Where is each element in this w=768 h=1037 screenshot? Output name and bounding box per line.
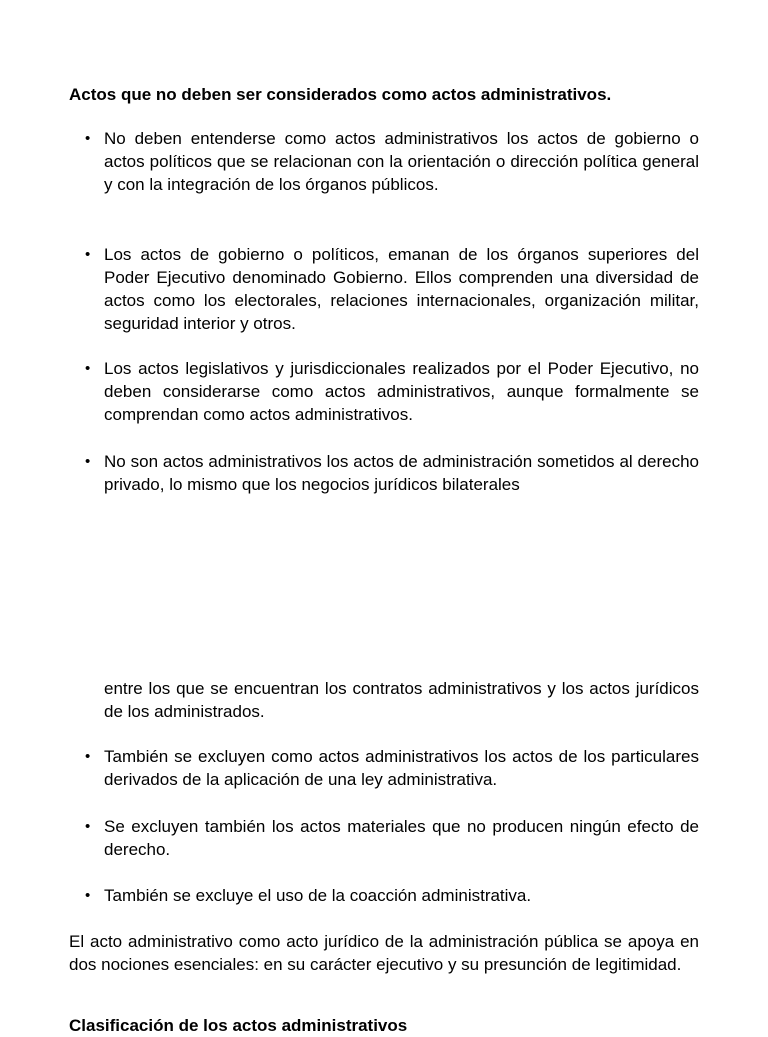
list-item-text: También se excluye el uso de la coacción administrativa. <box>104 886 532 905</box>
next-section-heading: Clasificación de los actos administrativos <box>69 1016 408 1035</box>
section-heading: Actos que no deben ser considerados como actos administrativos. <box>69 85 612 104</box>
list-item <box>85 243 699 335</box>
closing-paragraph: El acto administrativo como acto jurídico de la administración pública se apoya en dos nociones esenciales: en su carácter ejecutivo y su presunción de legitimidad. <box>69 932 699 974</box>
list-item <box>85 884 699 907</box>
list-item <box>85 815 699 861</box>
list-item <box>85 745 699 791</box>
bullet-icon: • <box>85 887 91 904</box>
list-item-text: No deben entenderse como actos administrativos los actos de gobierno o actos políticos que se relacionan con la orientación o dirección política general y con la integración de los órganos públicos. <box>104 129 699 194</box>
bullet-icon: • <box>85 130 91 147</box>
bullet-icon: • <box>85 360 91 377</box>
list-item-text: Se excluyen también los actos materiales que no producen ningún efecto de derecho. <box>104 817 699 859</box>
bullet-icon: • <box>85 748 91 765</box>
bullet-icon: • <box>85 453 91 470</box>
bullet-icon: • <box>85 246 91 263</box>
list-item <box>85 357 699 426</box>
list-item-text: También se excluyen como actos administrativos los actos de los particulares derivados de la aplicación de una ley administrativa. <box>104 747 699 789</box>
list-item-text: Los actos de gobierno o políticos, emanan de los órganos superiores del Poder Ejecutivo denominado Gobierno. Ellos comprenden una diversidad de actos como los electorales, relaciones internacionales, organización militar, seguridad interior y otros. <box>104 245 699 333</box>
list-item <box>85 450 699 496</box>
list-item-text: No son actos administrativos los actos de administración sometidos al derecho privado, lo mismo que los negocios jurídicos bilaterales <box>104 452 699 494</box>
list-item-text: Los actos legislativos y jurisdiccionales realizados por el Poder Ejecutivo, no deben considerarse como actos administrativos, aunque formalmente se comprendan como actos administrativos. <box>104 359 699 424</box>
list-item-continuation: entre los que se encuentran los contratos administrativos y los actos jurídicos de los administrados. <box>104 679 699 721</box>
list-item <box>85 127 699 196</box>
bullet-icon: • <box>85 818 91 835</box>
